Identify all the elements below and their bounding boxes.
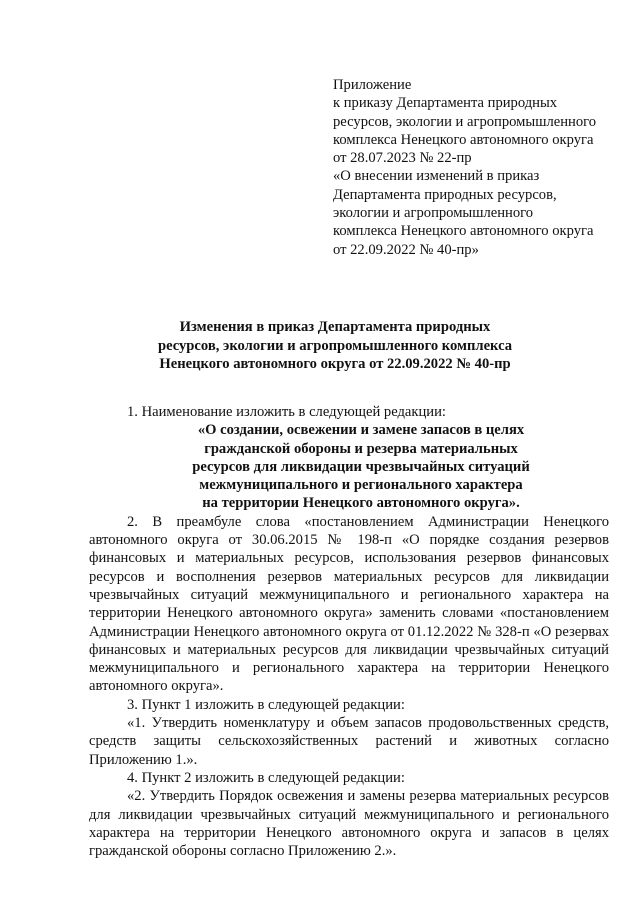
appendix-line: комплекса Ненецкого автономного округа: [333, 223, 594, 240]
appendix-line: от 22.09.2022 № 40-пр»: [333, 241, 479, 258]
item1-heading-line: на территории Ненецкого автономного округа».: [202, 495, 520, 512]
appendix-line: ресурсов, экологии и агропромышленного: [333, 113, 597, 130]
appendix-header: [333, 76, 623, 259]
title-line: Ненецкого автономного округа от 22.09.2022 № 40-пр: [159, 356, 511, 373]
appendix-line: от 28.07.2023 № 22-пр: [333, 150, 472, 167]
title-line: Изменения в приказ Департамента природных: [179, 319, 491, 335]
item4-intro: 4. Пункт 2 изложить в следующей редакции:: [127, 769, 405, 786]
item1-heading-line: гражданской обороны и резерва материальных: [204, 440, 518, 457]
appendix-line: комплекса Ненецкого автономного округа: [333, 131, 594, 148]
item3-intro: 3. Пункт 1 изложить в следующей редакции:: [127, 696, 405, 713]
item1-heading-line: «О создании, освежении и замене запасов в целях: [197, 422, 525, 439]
appendix-line: Приложение: [333, 77, 412, 93]
item4-paragraph: «2. Утвердить Порядок освежения и замены резерва материальных ресурсов для ликвидации чрезвычайных ситуаций межмуниципального и регионального характера на территории Ненецкого автономного округа и запасов в целях гражданской обороны согласно Приложению 2.».: [89, 788, 609, 860]
item1-heading-line: ресурсов для ликвидации чрезвычайных ситуаций: [192, 458, 530, 475]
appendix-line: экологии и агропромышленного: [333, 205, 534, 222]
document-body: [89, 403, 609, 860]
appendix-line: к приказу Департамента природных: [333, 95, 558, 112]
item3-paragraph: «1. Утвердить номенклатуру и объем запасов продовольственных средств, средств защиты сельскохозяйственных растений и животных согласно Приложению 1.».: [89, 715, 609, 768]
item2-paragraph: 2. В преамбуле слова «постановлением Администрации Ненецкого автономного округа от 30.06.2015 № 198-п «О порядке создания резервов финансовых и материальных ресурсов, использования резервов финансовых ресурсов и восполнения резервов материальных ресурсов для ликвидации чрезвычайных ситуаций межмуниципального и регионального характера на территории Ненецкого автономного округа» заменить словами «постановлением Администрации Ненецкого автономного округа от 01.12.2022 № 328-п «О резервах финансовых и материальных ресурсов для ликвидации чрезвычайных ситуаций межмуниципального и регионального характера на территории Ненецкого автономного округа».: [89, 513, 609, 695]
appendix-line: Департамента природных ресурсов,: [333, 186, 557, 203]
title-line: ресурсов, экологии и агропромышленного комплекса: [157, 337, 513, 354]
item1-heading: [89, 421, 609, 512]
item1-heading-line: межмуниципального и регионального характера: [199, 477, 523, 494]
document-title: [96, 318, 574, 374]
item1-intro: 1. Наименование изложить в следующей редакции:: [127, 404, 446, 420]
appendix-line: «О внесении изменений в приказ: [333, 168, 540, 185]
